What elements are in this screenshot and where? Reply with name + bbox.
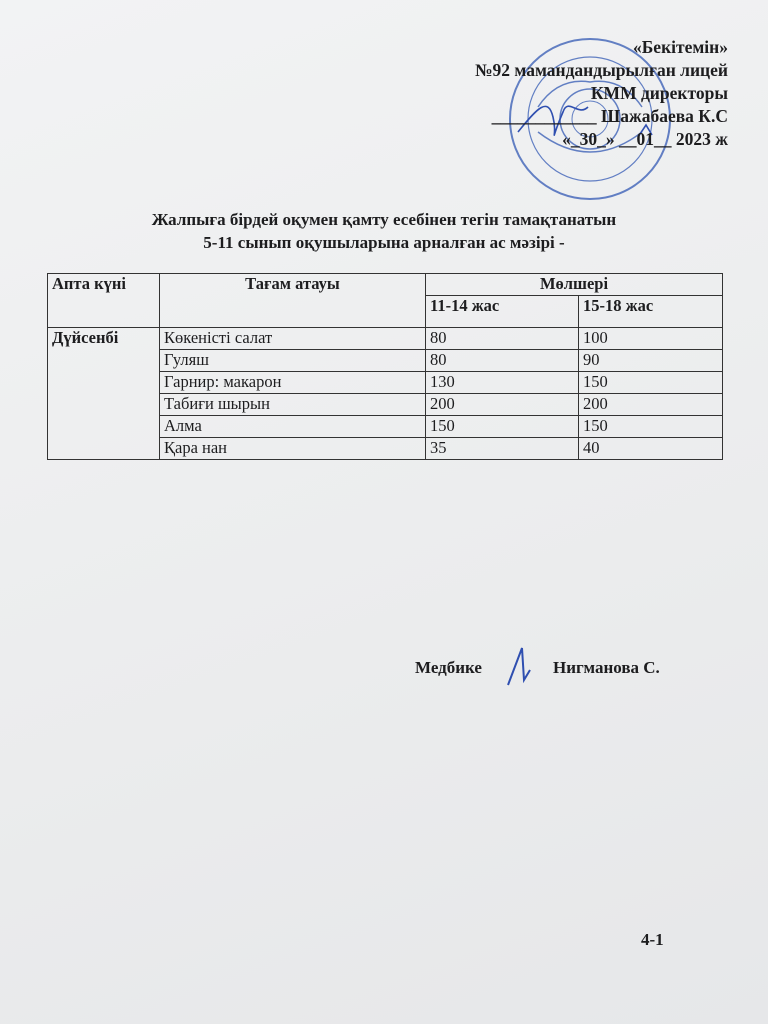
- amount-11-14-cell: 80: [426, 328, 579, 350]
- dish-cell: Алма: [160, 416, 426, 438]
- header-dish: Тағам атауы: [160, 274, 426, 328]
- day-cell: Дүйсенбі: [48, 328, 160, 460]
- dish-cell: Гуляш: [160, 350, 426, 372]
- signature-name: Нигманова С.: [553, 658, 660, 677]
- amount-15-18-cell: 40: [579, 438, 723, 460]
- approval-director: ____________ Шажабаева К.С: [491, 106, 728, 126]
- amount-15-18-cell: 90: [579, 350, 723, 372]
- approval-date: «_30_» __01__ 2023 ж: [562, 129, 728, 149]
- title-line-2: 5-11 сынып оқушыларына арналған ас мәзірі -: [203, 233, 565, 252]
- amount-15-18-cell: 100: [579, 328, 723, 350]
- dish-cell: Көкеністі салат: [160, 328, 426, 350]
- header-day: Апта күні: [48, 274, 160, 328]
- amount-11-14-cell: 80: [426, 350, 579, 372]
- dish-cell: Қара нан: [160, 438, 426, 460]
- approval-block: [475, 36, 728, 151]
- document-title: [0, 208, 768, 254]
- amount-11-14-cell: 35: [426, 438, 579, 460]
- amount-11-14-cell: 200: [426, 394, 579, 416]
- menu-table: [47, 273, 723, 460]
- dish-cell: Табиғи шырын: [160, 394, 426, 416]
- amount-11-14-cell: 130: [426, 372, 579, 394]
- page-number: 4-1: [641, 930, 664, 949]
- nurse-signature-icon: [500, 640, 536, 690]
- header-amount: Мөлшері: [426, 274, 723, 296]
- approval-heading: «Бекітемін»: [632, 37, 728, 57]
- title-line-1: Жалпыға бірдей оқумен қамту есебінен тегін тамақтанатын: [151, 210, 617, 229]
- header-age-15-18: 15-18 жас: [579, 296, 723, 328]
- amount-15-18-cell: 150: [579, 416, 723, 438]
- approval-position: КММ директоры: [590, 83, 728, 103]
- amount-15-18-cell: 200: [579, 394, 723, 416]
- dish-cell: Гарнир: макарон: [160, 372, 426, 394]
- amount-15-18-cell: 150: [579, 372, 723, 394]
- header-age-11-14: 11-14 жас: [426, 296, 579, 328]
- approval-organization: №92 мамандандырылған лицей: [474, 60, 728, 80]
- signature-role: Медбике: [415, 658, 482, 677]
- amount-11-14-cell: 150: [426, 416, 579, 438]
- table-row: [48, 328, 723, 350]
